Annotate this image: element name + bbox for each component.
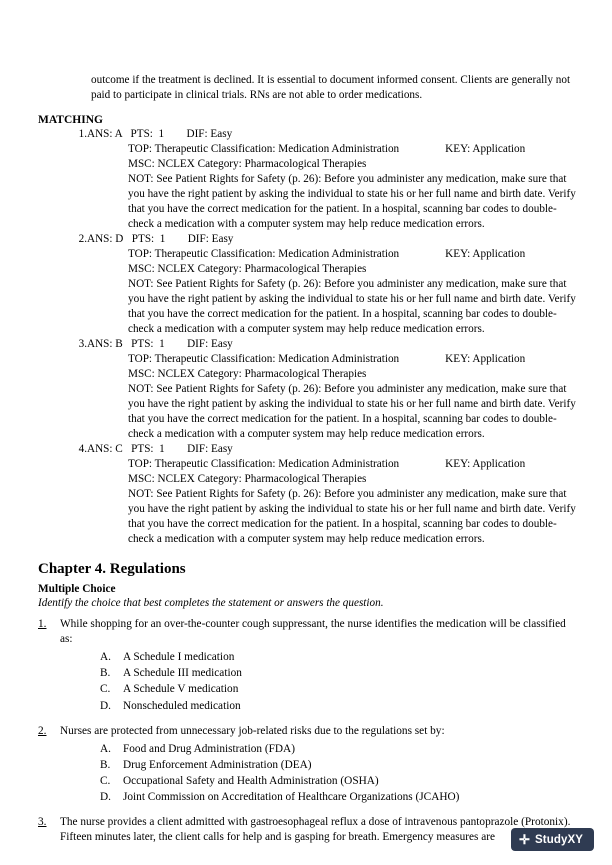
answer-pts: PTS: 1 [131,233,166,246]
answer-ans: ANS: C [87,443,123,456]
answer-ans: ANS: A [87,128,123,141]
answer-top: TOP: Therapeutic Classification: Medication Administration [128,248,400,261]
answer-msc: MSC: NCLEX Category: Pharmacological Therapies [128,158,367,171]
answer-detail [128,457,578,547]
answer-top-line [128,247,578,262]
answer-line [78,442,578,457]
answer-line [78,337,578,352]
option-letter: D. [100,699,111,712]
answer-msc: MSC: NCLEX Category: Pharmacological Therapies [128,368,367,381]
option-item[interactable] [38,789,578,805]
option-text: A Schedule III medication [123,667,242,680]
answer-top-line [128,142,578,157]
option-text: Drug Enforcement Administration (DEA) [123,758,312,771]
studyxy-watermark [511,828,594,851]
answer-entry [38,337,578,442]
option-letter: D. [100,790,111,803]
option-text: Occupational Safety and Health Administration (OSHA) [123,774,379,787]
question-number: 3. [38,815,47,828]
chapter-title: Chapter 4. Regulations [38,561,186,578]
answer-line [78,127,578,142]
option-list [38,649,578,713]
answer-entry [38,232,578,337]
answer-ans: ANS: B [87,338,123,351]
multiple-choice-heading: Multiple Choice [38,583,116,596]
question-text: The nurse provides a client admitted with gastroesophageal reflux a dose of intravenous pantoprazole (Protonix). Fifteen minutes later, the client calls for help and is gasping for breath. Emergency measures are [60,815,571,843]
question-number: 2. [38,724,47,737]
answer-detail [128,142,578,232]
option-letter: C. [100,683,111,696]
answer-key: KEY: Application [445,458,526,471]
option-item[interactable] [38,773,578,789]
option-item[interactable] [38,649,578,665]
answer-top: TOP: Therapeutic Classification: Medication Administration [128,353,400,366]
answer-pts: PTS: 1 [130,128,165,141]
option-item[interactable] [38,698,578,714]
answer-number: 3. [78,338,87,351]
question-text-wrapper [38,815,578,845]
intro-paragraph: outcome if the treatment is declined. It is essential to document informed consent. Clients are generally not paid to participate in clinical trials. RNs are not able to order medications. [91,74,571,102]
option-text: Nonscheduled medication [123,699,241,712]
answer-msc: MSC: NCLEX Category: Pharmacological Therapies [128,263,367,276]
answer-number: 1. [78,128,87,141]
option-letter: A. [100,742,111,755]
option-list [38,741,578,805]
question-text: While shopping for an over-the-counter cough suppressant, the nurse identifies the medication will be classified as: [60,618,566,646]
answer-entry [38,127,578,232]
option-item[interactable] [38,741,578,757]
answer-top: TOP: Therapeutic Classification: Medication Administration [128,458,400,471]
answer-key: KEY: Application [445,143,526,156]
answer-ans: ANS: D [87,233,124,246]
instruction-text: Identify the choice that best completes the statement or answers the question. [38,597,384,610]
option-text: Joint Commission on Accreditation of Healthcare Organizations (JCAHO) [123,790,460,803]
matching-heading: MATCHING [38,114,103,127]
answer-dif: DIF: Easy [186,128,233,141]
answer-note: NOT: See Patient Rights for Safety (p. 26): Before you administer any medication, make sure that you have the right patient by asking the individual to state his or her full name and birth date. Verify that you have the correct medication for the patient. In a hospital, scanning bar codes to double-check a medication with a computer system may help reduce medication errors. [128,488,576,546]
watermark-label: StudyXY [535,833,583,846]
question-block [38,617,578,713]
answer-line [78,232,578,247]
option-item[interactable] [38,665,578,681]
question-number: 1. [38,618,47,631]
option-letter: A. [100,651,111,664]
answer-key: KEY: Application [445,353,526,366]
answer-note: NOT: See Patient Rights for Safety (p. 26): Before you administer any medication, make sure that you have the right patient by asking the individual to state his or her full name and birth date. Verify that you have the correct medication for the patient. In a hospital, scanning bar codes to double-check a medication with a computer system may help reduce medication errors. [128,278,576,336]
answer-msc: MSC: NCLEX Category: Pharmacological Therapies [128,473,367,486]
answer-detail [128,247,578,337]
question-text: Nurses are protected from unnecessary job-related risks due to the regulations set by: [60,724,445,737]
option-letter: B. [100,667,111,680]
answer-detail [128,352,578,442]
answer-dif: DIF: Easy [187,233,234,246]
option-item[interactable] [38,681,578,697]
option-item[interactable] [38,757,578,773]
answer-note: NOT: See Patient Rights for Safety (p. 26): Before you administer any medication, make sure that you have the right patient by asking the individual to state his or her full name and birth date. Verify that you have the correct medication for the patient. In a hospital, scanning bar codes to double-check a medication with a computer system may help reduce medication errors. [128,173,576,231]
answer-top-line [128,457,578,472]
question-block [38,724,578,805]
answer-key: KEY: Application [445,248,526,261]
answer-top: TOP: Therapeutic Classification: Medication Administration [128,143,400,156]
question-text-wrapper [38,617,578,647]
question-block [38,815,578,845]
document-content [38,62,578,854]
option-letter: B. [100,758,111,771]
option-letter: C. [100,774,111,787]
option-text: A Schedule V medication [123,683,239,696]
plus-icon: ✛ [519,832,530,847]
option-text: A Schedule I medication [123,651,235,664]
answer-pts: PTS: 1 [131,443,165,456]
question-text-wrapper [38,724,578,739]
answer-number: 2. [78,233,87,246]
answer-note: NOT: See Patient Rights for Safety (p. 26): Before you administer any medication, make sure that you have the right patient by asking the individual to state his or her full name and birth date. Verify that you have the correct medication for the patient. In a hospital, scanning bar codes to double-check a medication with a computer system may help reduce medication errors. [128,383,576,441]
answer-entry [38,442,578,547]
answer-top-line [128,352,578,367]
answer-dif: DIF: Easy [187,338,233,351]
option-text: Food and Drug Administration (FDA) [123,742,295,755]
answer-dif: DIF: Easy [187,443,233,456]
answer-pts: PTS: 1 [131,338,165,351]
answer-number: 4. [78,443,87,456]
